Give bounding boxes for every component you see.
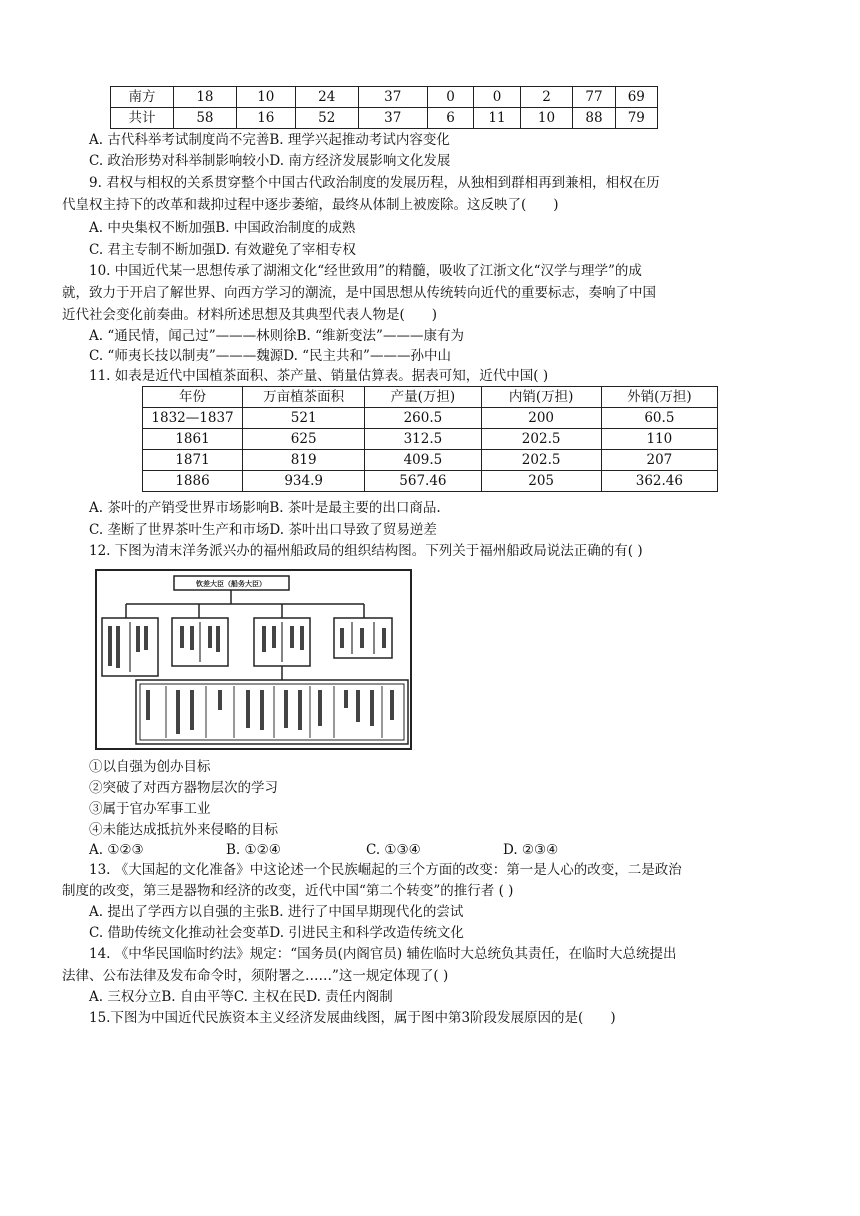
- q11-text-1: 11. 如表是近代中国植茶面积、茶产量、销量估算表。据表可知，近代中国( ): [89, 368, 549, 384]
- table-cell: 24: [295, 87, 358, 108]
- org-chart-top-label: 钦差大臣（船务大臣）: [196, 580, 266, 588]
- table-cell: 58: [173, 108, 236, 129]
- table-row: [143, 408, 718, 429]
- table-cell: 202.5: [481, 429, 601, 450]
- table-cell: 819: [243, 450, 365, 471]
- table-header: 产量(万担): [365, 387, 481, 408]
- table-cell: 202.5: [481, 450, 601, 471]
- q9-text-2: 代皇权主持下的改革和裁抑过程中逐步萎缩，最终从体制上被废除。这反映了( ): [62, 197, 559, 213]
- q10-text-2: 就，致力于开启了解世界、向西方学习的潮流，是中国思想从传统转向近代的重要标志，奏响了中国: [62, 285, 656, 301]
- q12-statement-4: ④未能达成抵抗外来侵略的目标: [89, 822, 278, 838]
- table-cell: 77: [573, 87, 615, 108]
- q11-options-ab: A. 茶叶的产销受世界市场影响B. 茶叶是最主要的出口商品.: [89, 500, 441, 516]
- table-cell: 79: [615, 108, 657, 129]
- q10-text-1: 10. 中国近代某一思想传承了湖湘文化“经世致用”的精髓，吸收了江浙文化“汉学与理学”的成: [89, 263, 642, 279]
- table-cell: 11: [474, 108, 520, 129]
- q13-text-1: 13. 《大国起的文化准备》中这论述一个民族崛起的三个方面的改变：第一是人心的改变，二是政治: [89, 862, 682, 878]
- q12-option-a: A. ①②③: [89, 842, 144, 858]
- tea-table: [142, 386, 718, 492]
- table-cell: 52: [295, 108, 358, 129]
- q12-option-d: D. ②③④: [503, 842, 559, 858]
- org-chart-figure: [94, 568, 413, 751]
- table-cell: 1886: [143, 471, 243, 492]
- q13-text-2: 制度的改变，第三是器物和经济的改变，近代中国“第二个转变”的推行者 ( ): [62, 883, 514, 899]
- table-cell: 共计: [111, 108, 174, 129]
- q8-options-ab: A. 古代科举考试制度尚不完善B. 理学兴起推动考试内容变化: [89, 132, 450, 148]
- table-cell: 10: [520, 108, 573, 129]
- table-header: 万亩植茶面积: [243, 387, 365, 408]
- table-cell: 260.5: [365, 408, 481, 429]
- table-cell: 10: [236, 87, 295, 108]
- table-header-row: [143, 387, 718, 408]
- q11-options-cd: C. 垄断了世界茶叶生产和市场D. 茶叶出口导致了贸易逆差: [89, 522, 437, 538]
- q12-statement-2: ②突破了对西方器物层次的学习: [89, 780, 278, 796]
- q12-text-1: 12. 下图为清末洋务派兴办的福州船政局的组织结构图。下列关于福州船政局说法正确的有( ): [89, 543, 643, 559]
- table-cell: 0: [474, 87, 520, 108]
- table-cell: 37: [358, 87, 427, 108]
- table-cell: 567.46: [365, 471, 481, 492]
- table-cell: 16: [236, 108, 295, 129]
- table-row: [143, 471, 718, 492]
- q9-options-ab: A. 中央集权不断加强B. 中国政治制度的成熟: [89, 220, 356, 236]
- table-header: 外销(万担): [601, 387, 717, 408]
- q12-option-b: B. ①②④: [226, 842, 281, 858]
- q10-options-cd: C. “师夷长技以制夷”———魏源D. “民主共和”———孙中山: [89, 348, 451, 364]
- q13-options-cd: C. 借助传统文化推动社会变革D. 引进民主和科学改造传统文化: [89, 925, 464, 941]
- q10-text-3: 近代社会变化前奏曲。材料所述思想及其典型代表人物是( ): [62, 307, 438, 323]
- table-cell: 88: [573, 108, 615, 129]
- q8-options-cd: C. 政治形势对科举制影响较小D. 南方经济发展影响文化发展: [89, 153, 451, 169]
- table-cell: 1871: [143, 450, 243, 471]
- table-cell: 207: [601, 450, 717, 471]
- table-row: [111, 108, 658, 129]
- table-cell: 1861: [143, 429, 243, 450]
- table-cell: 1832—1837: [143, 408, 243, 429]
- q14-text-1: 14. 《中华民国临时约法》规定：“国务员(内阁官员) 辅佐临时大总统负其责任，在临时大总统提出: [89, 946, 677, 962]
- table-cell: 69: [615, 87, 657, 108]
- table-cell: 南方: [111, 87, 174, 108]
- table-cell: 409.5: [365, 450, 481, 471]
- table-cell: 205: [481, 471, 601, 492]
- q12-statement-3: ③属于官办军事工业: [89, 801, 211, 817]
- table-cell: 362.46: [601, 471, 717, 492]
- table-cell: 60.5: [601, 408, 717, 429]
- table-cell: 521: [243, 408, 365, 429]
- table-cell: 37: [358, 108, 427, 129]
- table-cell: 200: [481, 408, 601, 429]
- exam-table-1: [110, 86, 658, 129]
- q10-options-ab: A. “通民情，闻己过”———林则徐B. “维新变法”———康有为: [89, 328, 464, 344]
- table-row: [143, 450, 718, 471]
- table-header: 年份: [143, 387, 243, 408]
- table-cell: 934.9: [243, 471, 365, 492]
- table-cell: 625: [243, 429, 365, 450]
- q12-option-c: C. ①③④: [366, 842, 421, 858]
- q9-text-1: 9. 君权与相权的关系贯穿整个中国古代政治制度的发展历程，从独相到群相再到兼相，相权在历: [89, 175, 660, 191]
- table-cell: 312.5: [365, 429, 481, 450]
- q13-options-ab: A. 提出了学西方以自强的主张B. 进行了中国早期现代化的尝试: [89, 904, 464, 920]
- q15-text-1: 15.下图为中国近代民族资本主义经济发展曲线图，属于图中第3阶段发展原因的是( ): [89, 1010, 616, 1026]
- q14-options: A. 三权分立B. 自由平等C. 主权在民D. 责任内阁制: [89, 989, 393, 1005]
- table-cell: 110: [601, 429, 717, 450]
- table-cell: 0: [427, 87, 473, 108]
- table-row: [111, 87, 658, 108]
- table-cell: 2: [520, 87, 573, 108]
- table-header: 内销(万担): [481, 387, 601, 408]
- table-cell: 6: [427, 108, 473, 129]
- q9-options-cd: C. 君主专制不断加强D. 有效避免了宰相专权: [89, 242, 356, 258]
- q12-statement-1: ①以自强为创办目标: [89, 759, 211, 775]
- q14-text-2: 法律、公布法律及发布命令时，须附署之……”这一规定体现了( ): [62, 968, 449, 984]
- table-cell: 18: [173, 87, 236, 108]
- table-row: [143, 429, 718, 450]
